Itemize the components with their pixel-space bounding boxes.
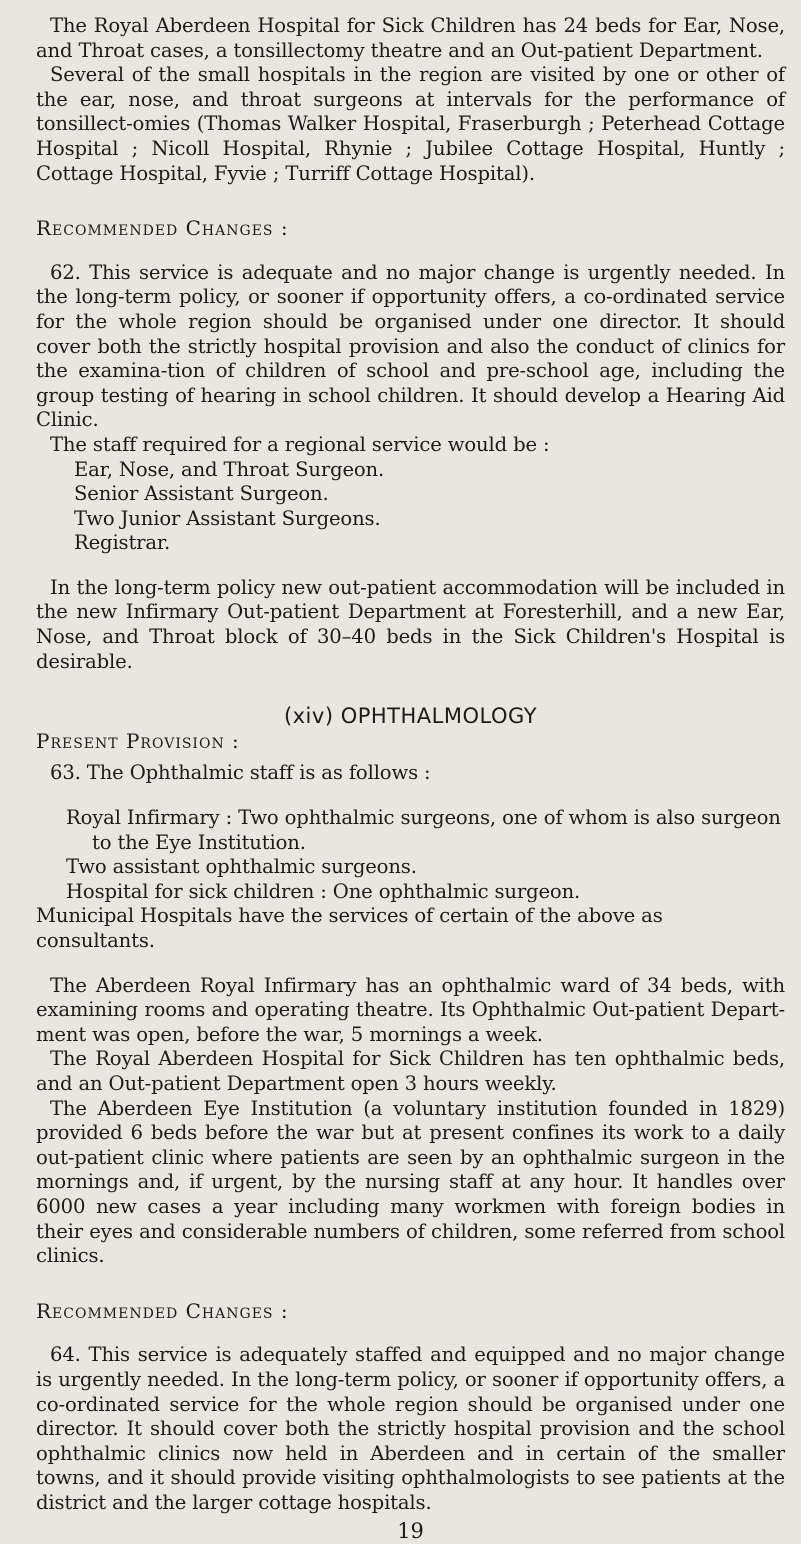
paragraph-62: 62. This service is adequate and no major change is urgently needed. In the long-term policy, or sooner if opportunity offers, a co-ordinated service for the whole region should be organised under one director. It should cover both the strictly hospital provision and also the conduct of clinics for the examina-tion of children of school and pre-school age, including the group testing of hearing in school children. It should develop a Hearing Aid Clinic. [36,260,785,432]
ophthalmic-staff-item: Two assistant ophthalmic surgeons. [66,855,417,879]
heading-recommended-changes-ent: Recommended Changes : [36,216,289,241]
paragraph-tonsillectomies: Several of the small hospitals in the region are visited by one or other of the ear, nose, and throat surgeons at intervals for the performance of tonsillect-omies (Thomas Walker Hospital, Fraserburgh ; Peterhead Cottage Hospital ; Nicoll Hospital, Rhynie ; Jubilee Cottage Hospital, Huntly ; Cottage Hospital, Fyvie ; Turriff Cottage Hospital). [36,63,785,185]
paragraph-aberdeen-royal-infirmary: The Aberdeen Royal Infirmary has an ophthalmic ward of 34 beds, with examining rooms and operating theatre. Its Ophthalmic Out-patient Depart-ment was open, before the war, 5 mornings a week. [36,973,785,1046]
ophthalmic-staff-list [36,806,785,954]
staff-list [36,458,785,556]
paragraph-eye-institution: The Aberdeen Eye Institution (a voluntary institution founded in 1829) provided 6 beds before the war but at present confines its work to a daily out-patient clinic where patients are seen by an ophthalmic surgeon in the mornings and, if urgent, by the nursing staff at any hour. It handles over 6000 new cases a year including many workmen with foreign bodies in their eyes and considerable numbers of children, some referred from school clinics. [36,1096,785,1268]
page-number: 19 [397,1519,424,1544]
staff-list-item: Ear, Nose, and Throat Surgeon. [74,457,385,481]
staff-list-item: Registrar. [74,531,171,555]
paragraph-sick-children-ophthalmic: The Royal Aberdeen Hospital for Sick Children has ten ophthalmic beds, and an Out-patient Department open 3 hours weekly. [36,1047,785,1095]
paragraph-long-term-policy: In the long-term policy new out-patient accommodation will be included in the new Infirmary Out-patient Department at Foresterhill, and a new Ear, Nose, and Throat block of 30–40 beds in the Sick Children's Hospital is desirable. [36,575,785,673]
staff-intro: The staff required for a regional service would be : [50,432,550,456]
paragraph-63: 63. The Ophthalmic staff is as follows : [50,761,431,785]
staff-list-item: Two Junior Assistant Surgeons. [74,506,381,530]
paragraph-64: 64. This service is adequately staffed and equipped and no major change is urgently needed. In the long-term policy, or sooner if opportunity offers, a co-ordinated service for the whole region should be organised under one director. It should cover both the strictly hospital provision and the school ophthalmic clinics now held in Aberdeen and in certain of the smaller towns, and it should provide visiting ophthalmologists to see patients at the district and the larger cottage hospitals. [36,1343,785,1514]
section-title-ophthalmology: (xiv) OPHTHALMOLOGY [283,704,538,729]
ophthalmic-staff-item: Municipal Hospitals have the services of certain of the above as consultants. [36,904,663,952]
paragraph-ent-beds: The Royal Aberdeen Hospital for Sick Children has 24 beds for Ear, Nose, and Throat cases, a tonsillectomy theatre and an Out-patient Department. [36,14,785,62]
ophthalmic-staff-item: Royal Infirmary : Two ophthalmic surgeons, one of whom is also surgeon to the Eye Institution. [66,806,781,854]
heading-present-provision: Present Provision : [36,728,240,753]
ophthalmic-staff-item: Hospital for sick children : One ophthalmic surgeon. [66,879,581,903]
staff-list-item: Senior Assistant Surgeon. [74,482,329,506]
heading-recommended-changes-ophthalmic: Recommended Changes : [36,1298,289,1323]
